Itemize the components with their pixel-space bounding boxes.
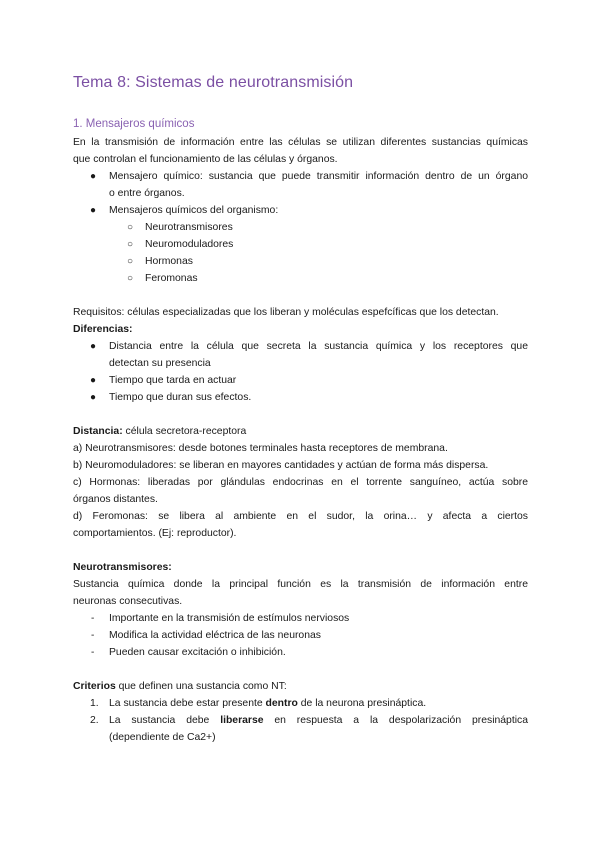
circle-bullet-icon: ○ [127, 256, 134, 267]
intro-line-1: En la transmisión de información entre las células se utilizan diferentes sustancias químicas [73, 137, 528, 148]
bullet-icon: ● [90, 341, 97, 352]
bullet-mensajero-line-1: Mensajero químico: sustancia que puede transmitir información dentro de un órgano [109, 171, 528, 182]
diferencia-distancia-line-2: detectan su presencia [109, 358, 211, 369]
distancia-c-line-1: c) Hormonas: liberadas por glándulas endocrinas en el torrente sanguíneo, actúa sobre [73, 477, 528, 488]
section-heading-mensajeros: 1. Mensajeros químicos [73, 118, 195, 130]
criterio-1-text-a: La sustancia debe estar presente [109, 698, 266, 709]
criterio-2-line-2: (dependiente de Ca2+) [109, 732, 216, 743]
distancia-text: célula secretora-receptora [122, 426, 247, 437]
sub-item-feromonas: Feromonas [145, 273, 198, 284]
distancia-b: b) Neuromoduladores: se liberan en mayores cantidades y actúan de forma más dispersa. [73, 460, 489, 471]
sub-item-neurotransmisores: Neurotransmisores [145, 222, 233, 233]
distancia-line [73, 425, 246, 439]
bullet-icon: ● [90, 171, 97, 182]
bullet-mensajeros-organismo: Mensajeros químicos del organismo: [109, 205, 279, 216]
neurotransmisores-heading: Neurotransmisores: [73, 562, 172, 573]
neurotransmisores-def-line-2: neuronas consecutivas. [73, 596, 183, 607]
page-title: Tema 8: Sistemas de neurotransmisión [73, 74, 354, 91]
sub-item-neuromoduladores: Neuromoduladores [145, 239, 234, 250]
criterios-line [73, 680, 287, 694]
requisitos-text: Requisitos: células especializadas que los liberan y moléculas espefcíficas que los detectan. [73, 307, 499, 318]
diferencia-tiempo-efectos: Tiempo que duran sus efectos. [109, 392, 252, 403]
distancia-d-line-2: comportamientos. (Ej: reproductor). [73, 528, 237, 539]
criterio-2-text-a: La sustancia debe [109, 715, 221, 726]
criterio-2-line-1 [109, 714, 528, 728]
criterio-1-text-c: de la neurona presináptica. [297, 698, 427, 709]
criterios-text: que definen una sustancia como NT: [115, 681, 287, 692]
bullet-mensajero-line-2: o entre órganos. [109, 188, 185, 199]
bullet-icon: ● [90, 205, 97, 216]
nt-item-excitacion: Pueden causar excitación o inhibición. [109, 647, 286, 658]
neurotransmisores-def-line-1: Sustancia química donde la principal función es la transmisión de información entre [73, 579, 528, 590]
criterio-1 [109, 697, 426, 711]
circle-bullet-icon: ○ [127, 273, 134, 284]
nt-item-modifica: Modifica la actividad eléctrica de las neuronas [109, 630, 321, 641]
distancia-label: Distancia: [73, 426, 123, 437]
criterio-1-bold: dentro [265, 698, 298, 709]
criterio-2-bold: liberarse [220, 715, 264, 726]
circle-bullet-icon: ○ [127, 239, 134, 250]
dash-bullet-icon: - [91, 647, 95, 658]
circle-bullet-icon: ○ [127, 222, 134, 233]
bullet-icon: ● [90, 375, 97, 386]
distancia-a: a) Neurotransmisores: desde botones terminales hasta receptores de membrana. [73, 443, 448, 454]
dash-bullet-icon: - [91, 613, 95, 624]
criterios-label: Criterios [73, 681, 116, 692]
intro-line-2: que controlan el funcionamiento de las células y órganos. [73, 154, 338, 165]
bullet-icon: ● [90, 392, 97, 403]
diferencia-tiempo-actuar: Tiempo que tarda en actuar [109, 375, 237, 386]
dash-bullet-icon: - [91, 630, 95, 641]
sub-item-hormonas: Hormonas [145, 256, 193, 267]
distancia-d-line-1: d) Feromonas: se libera al ambiente en el sudor, la orina… y afecta a ciertos [73, 511, 528, 522]
number-1: 1. [90, 698, 99, 709]
diferencia-distancia-line-1: Distancia entre la célula que secreta la sustancia química y los receptores que [109, 341, 528, 352]
number-2: 2. [90, 715, 99, 726]
distancia-c-line-2: órganos distantes. [73, 494, 158, 505]
criterio-2-text-c: en respuesta a la despolarización presináptica [263, 715, 529, 726]
diferencias-heading: Diferencias: [73, 324, 133, 335]
nt-item-importante: Importante en la transmisión de estímulos nerviosos [109, 613, 350, 624]
